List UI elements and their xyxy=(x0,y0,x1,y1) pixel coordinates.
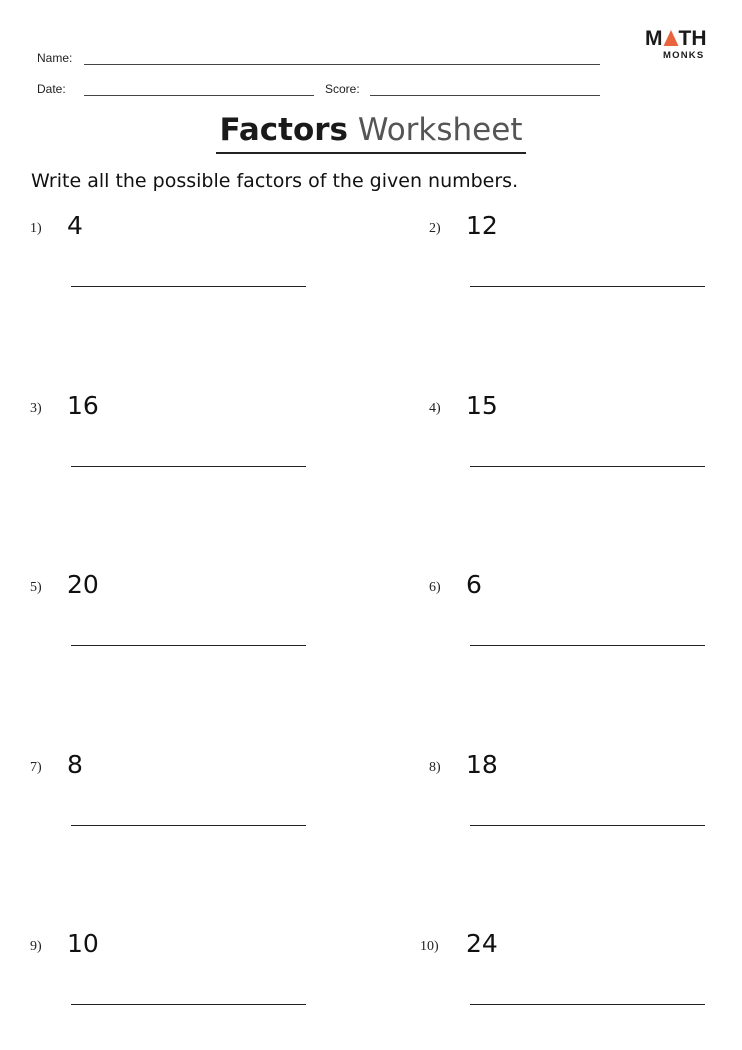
problem-index: 10) xyxy=(420,939,439,954)
problem-number: 6 xyxy=(466,570,482,599)
answer-line[interactable] xyxy=(71,286,306,287)
title-container xyxy=(0,110,742,154)
answer-line[interactable] xyxy=(470,466,705,467)
problem-index: 2) xyxy=(429,221,441,236)
date-field[interactable] xyxy=(84,95,314,96)
date-label: Date: xyxy=(37,82,66,96)
problem-number: 4 xyxy=(67,211,83,240)
problem-item xyxy=(429,391,742,491)
problem-index: 8) xyxy=(429,760,441,775)
problem-number: 20 xyxy=(67,570,99,599)
instruction-text: Write all the possible factors of the given numbers. xyxy=(31,170,519,192)
problem-item xyxy=(30,570,350,670)
problem-number: 18 xyxy=(466,750,498,779)
score-label: Score: xyxy=(325,82,360,96)
page-title xyxy=(216,110,527,154)
problem-number: 24 xyxy=(466,929,498,958)
answer-line[interactable] xyxy=(470,286,705,287)
problem-number: 8 xyxy=(67,750,83,779)
problem-index: 9) xyxy=(30,939,42,954)
logo-subtext: MONKS xyxy=(663,50,705,61)
logo-text-th: TH xyxy=(678,27,707,50)
problem-item xyxy=(429,750,742,850)
title-bold-word: Factors xyxy=(219,112,349,148)
answer-line[interactable] xyxy=(470,1004,705,1005)
problem-number: 10 xyxy=(67,929,99,958)
problem-index: 3) xyxy=(30,401,42,416)
problem-index: 5) xyxy=(30,580,42,595)
logo-wordmark xyxy=(645,28,707,50)
problem-index: 7) xyxy=(30,760,42,775)
problem-item xyxy=(30,391,350,491)
name-label: Name: xyxy=(37,51,73,65)
problem-number: 12 xyxy=(466,211,498,240)
answer-line[interactable] xyxy=(470,645,705,646)
problem-index: 1) xyxy=(30,221,42,236)
answer-line[interactable] xyxy=(71,825,306,826)
name-field[interactable] xyxy=(84,64,600,65)
answer-line[interactable] xyxy=(71,645,306,646)
problem-item xyxy=(429,570,742,670)
answer-line[interactable] xyxy=(71,1004,306,1005)
problem-item xyxy=(30,211,350,311)
problem-index: 4) xyxy=(429,401,441,416)
title-normal-word: Worksheet xyxy=(357,112,523,148)
score-field[interactable] xyxy=(370,95,600,96)
problem-item xyxy=(429,211,742,311)
logo-triangle-icon xyxy=(663,29,679,47)
math-monks-logo xyxy=(645,28,717,64)
problem-number: 16 xyxy=(67,391,99,420)
problem-index: 6) xyxy=(429,580,441,595)
problem-item xyxy=(30,750,350,850)
problem-item xyxy=(420,929,740,1029)
problem-number: 15 xyxy=(466,391,498,420)
answer-line[interactable] xyxy=(470,825,705,826)
answer-line[interactable] xyxy=(71,466,306,467)
problem-item xyxy=(30,929,350,1029)
logo-text-m: M xyxy=(645,27,663,50)
